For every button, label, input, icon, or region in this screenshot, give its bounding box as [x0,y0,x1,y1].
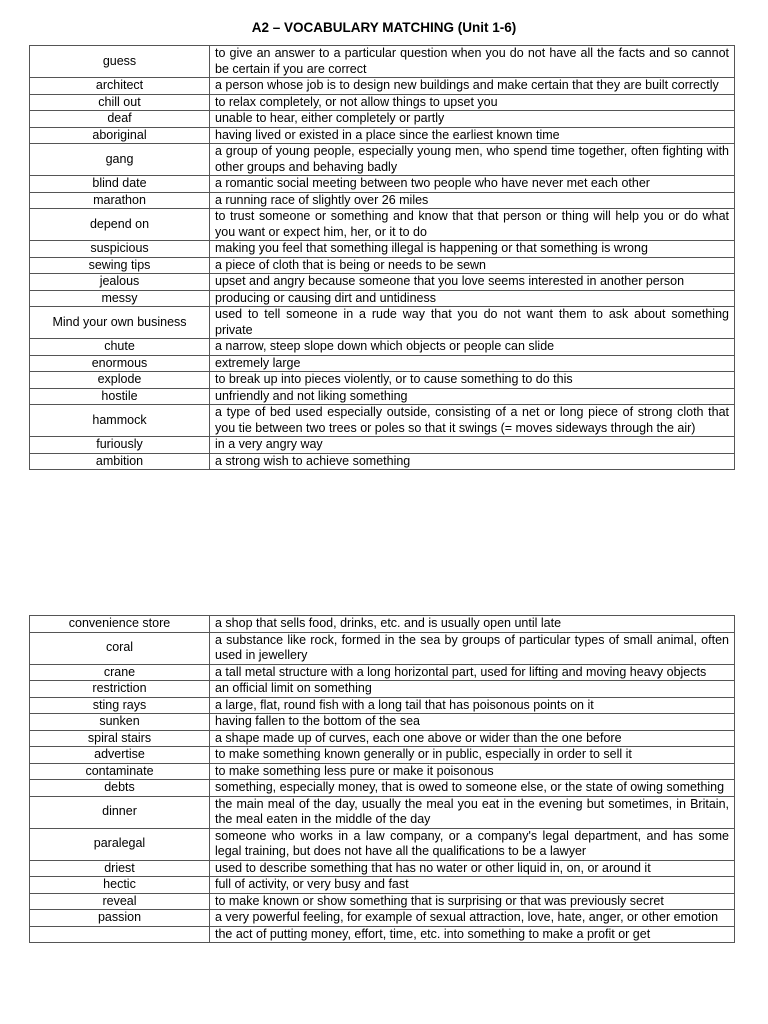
definition-cell: having lived or existed in a place since the earliest known time [210,127,735,144]
definition-cell: something, especially money, that is owed to someone else, or the state of owing something [210,780,735,797]
table-row [30,355,735,372]
term-cell: crane [30,664,210,681]
term-cell: messy [30,290,210,307]
term-cell: paralegal [30,828,210,860]
table-row [30,405,735,437]
definition-cell: a tall metal structure with a long horizontal part, used for lifting and moving heavy objects [210,664,735,681]
definition-cell: an official limit on something [210,681,735,698]
definition-cell: making you feel that something illegal is happening or that something is wrong [210,241,735,258]
table-row [30,632,735,664]
definition-cell: a running race of slightly over 26 miles [210,192,735,209]
term-cell: sewing tips [30,257,210,274]
term-cell: convenience store [30,616,210,633]
table-row [30,893,735,910]
definition-cell: to make something less pure or make it poisonous [210,763,735,780]
term-cell: enormous [30,355,210,372]
definition-cell: a shop that sells food, drinks, etc. and is usually open until late [210,616,735,633]
definition-cell: a shape made up of curves, each one above or wider than the one before [210,730,735,747]
definition-cell: someone who works in a law company, or a company's legal department, and has some legal training, but does not have all the qualifications to be a lawyer [210,828,735,860]
definition-cell: unable to hear, either completely or partly [210,111,735,128]
definition-cell: to make something known generally or in public, especially in order to sell it [210,747,735,764]
table-row [30,780,735,797]
term-cell: driest [30,860,210,877]
table-row [30,127,735,144]
term-cell: spiral stairs [30,730,210,747]
page-title: A2 – VOCABULARY MATCHING (Unit 1-6) [251,20,517,35]
definition-cell: unfriendly and not liking something [210,388,735,405]
term-cell: coral [30,632,210,664]
definition-cell: full of activity, or very busy and fast [210,877,735,894]
term-cell: depend on [30,209,210,241]
term-cell: chute [30,339,210,356]
definition-cell: a type of bed used especially outside, consisting of a net or long piece of strong cloth that you tie between two trees or poles so that it swings (= moves sideways through the air) [210,405,735,437]
term-cell: guess [30,46,210,78]
table-row [30,796,735,828]
table-row [30,926,735,943]
definition-cell: a piece of cloth that is being or needs to be sewn [210,257,735,274]
term-cell: reveal [30,893,210,910]
table-row [30,111,735,128]
term-cell: suspicious [30,241,210,258]
table-row [30,339,735,356]
definition-cell: a very powerful feeling, for example of sexual attraction, love, hate, anger, or other emotion [210,910,735,927]
term-cell: explode [30,372,210,389]
term-cell: furiously [30,437,210,454]
table-row [30,307,735,339]
term-cell: marathon [30,192,210,209]
term-cell: contaminate [30,763,210,780]
table-row [30,388,735,405]
table-row [30,437,735,454]
definition-cell: the main meal of the day, usually the meal you eat in the evening but sometimes, in Britain, the meal eaten in the middle of the day [210,796,735,828]
table-row [30,860,735,877]
term-cell [30,926,210,943]
term-cell: sting rays [30,697,210,714]
definition-cell: used to describe something that has no water or other liquid in, on, or around it [210,860,735,877]
term-cell: sunken [30,714,210,731]
definition-cell: to relax completely, or not allow things to upset you [210,94,735,111]
term-cell: deaf [30,111,210,128]
definition-cell: a person whose job is to design new buildings and make certain that they are built correctly [210,78,735,95]
vocabulary-table-2 [29,615,735,943]
table-row [30,290,735,307]
table-row [30,209,735,241]
definition-cell: to break up into pieces violently, or to cause something to do this [210,372,735,389]
definition-cell: to make known or show something that is surprising or that was previously secret [210,893,735,910]
definition-cell: the act of putting money, effort, time, etc. into something to make a profit or get [210,926,735,943]
table-row [30,78,735,95]
table-row [30,828,735,860]
definition-cell: used to tell someone in a rude way that you do not want them to ask about something private [210,307,735,339]
term-cell: restriction [30,681,210,698]
definition-cell: a group of young people, especially young men, who spend time together, often fighting with other groups and behaving badly [210,144,735,176]
term-cell: architect [30,78,210,95]
term-cell: hostile [30,388,210,405]
table-row [30,910,735,927]
term-cell: ambition [30,453,210,470]
table-row [30,747,735,764]
table-row [30,697,735,714]
table-row [30,274,735,291]
table-row [30,192,735,209]
table-row [30,714,735,731]
table-row [30,453,735,470]
table-row [30,730,735,747]
table-row [30,681,735,698]
table-row [30,372,735,389]
definition-cell: having fallen to the bottom of the sea [210,714,735,731]
definition-cell: a narrow, steep slope down which objects or people can slide [210,339,735,356]
definition-cell: to trust someone or something and know that that person or thing will help you or do what you want or expect him, her, or it to do [210,209,735,241]
term-cell: gang [30,144,210,176]
definition-cell: in a very angry way [210,437,735,454]
vocabulary-table-1 [29,45,735,470]
term-cell: dinner [30,796,210,828]
term-cell: hammock [30,405,210,437]
term-cell: passion [30,910,210,927]
table-row [30,176,735,193]
definition-cell: a large, flat, round fish with a long tail that has poisonous points on it [210,697,735,714]
table-row [30,664,735,681]
term-cell: aboriginal [30,127,210,144]
table-row [30,241,735,258]
definition-cell: to give an answer to a particular question when you do not have all the facts and so cannot be certain if you are correct [210,46,735,78]
table-row [30,616,735,633]
term-cell: Mind your own business [30,307,210,339]
term-cell: chill out [30,94,210,111]
table-row [30,94,735,111]
definition-cell: a strong wish to achieve something [210,453,735,470]
term-cell: advertise [30,747,210,764]
table-row [30,877,735,894]
table-row [30,257,735,274]
definition-cell: a substance like rock, formed in the sea by groups of particular types of small animal, often used in jewellery [210,632,735,664]
term-cell: jealous [30,274,210,291]
term-cell: hectic [30,877,210,894]
definition-cell: a romantic social meeting between two people who have never met each other [210,176,735,193]
definition-cell: producing or causing dirt and untidiness [210,290,735,307]
table-row [30,763,735,780]
definition-cell: extremely large [210,355,735,372]
definition-cell: upset and angry because someone that you love seems interested in another person [210,274,735,291]
term-cell: blind date [30,176,210,193]
term-cell: debts [30,780,210,797]
table-row [30,46,735,78]
table-row [30,144,735,176]
